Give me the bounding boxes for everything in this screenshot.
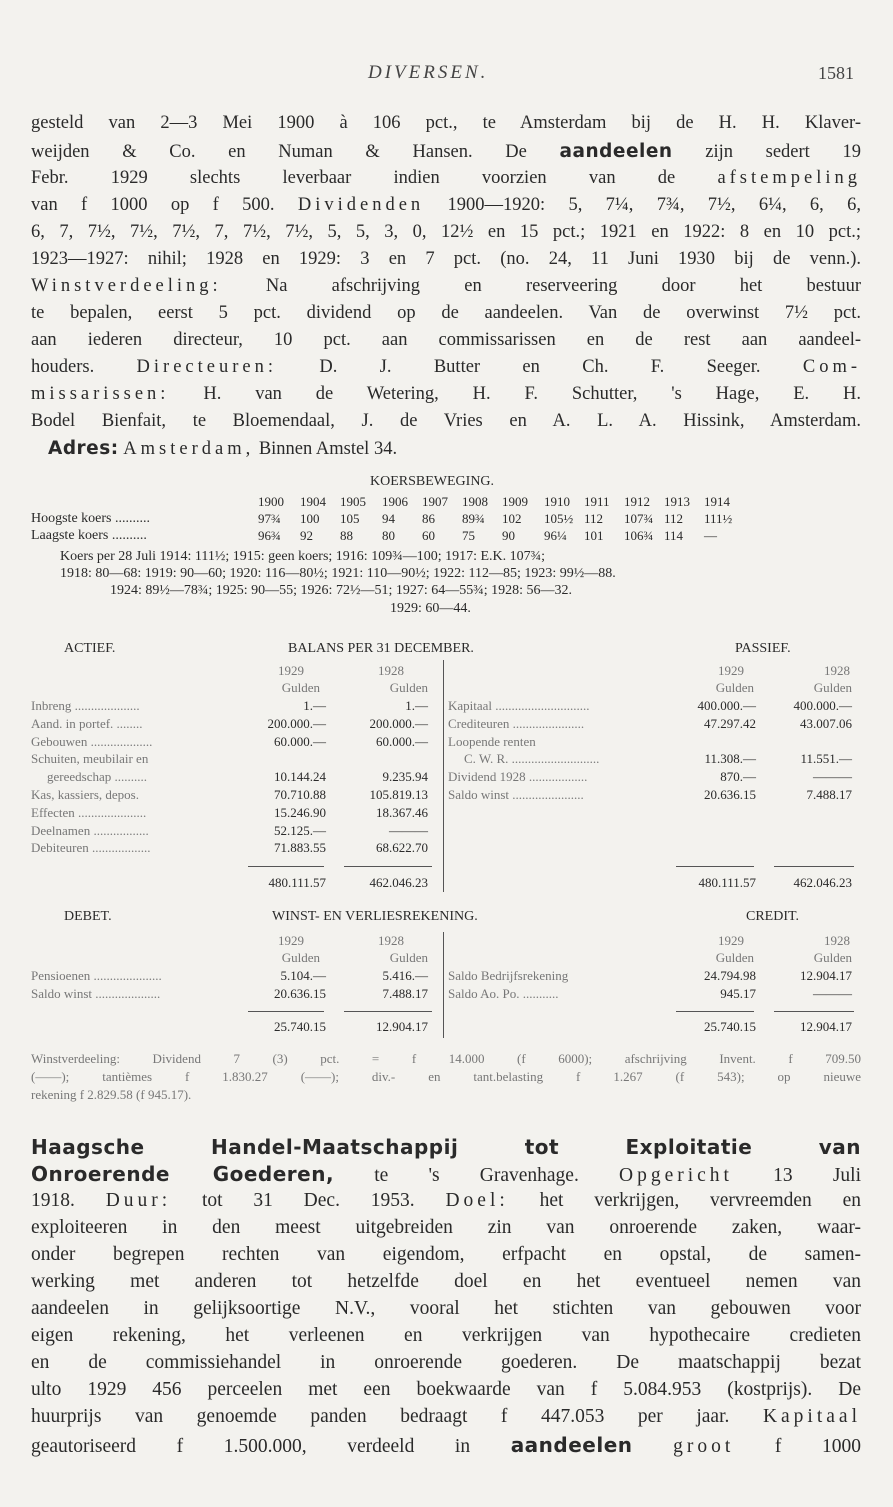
koers-note: 1918: 80—68: 1919: 90—60; 1920: 116—80½; 1921: 110—90½; 1922: 112—85; 1923: 99½—88. (60, 566, 616, 581)
text-run: D. J. Butter en Ch. F. Seeger. (277, 357, 803, 377)
year-label: 1929 (718, 663, 744, 678)
total-rule (248, 1011, 324, 1012)
text-run-spaced: Winstverdeeling: (31, 276, 222, 296)
text-run: H. van de Wetering, H. F. Schutter, 's Hage, E. H. (169, 384, 861, 404)
koers-value: 102 (502, 511, 522, 526)
row-value-1928: 43.007.06 (800, 715, 852, 731)
text-run: 13 Juli (732, 1165, 861, 1186)
winst-note: Winstverdeeling: Dividend 7 (3) pct. = f 14.000 (f 6000); afschrijving Invent. f 709.50 (31, 1051, 861, 1066)
text-run: Bodel Bienfait, te Bloemendaal, J. de Vries en A. L. A. Hissink, Amsterdam. (31, 411, 861, 431)
koers-year: 1904 (300, 494, 326, 509)
row-value-1928: 7.488.17 (806, 787, 852, 802)
row-value-1929: 10.144.24 (274, 769, 326, 785)
row-value-1928: ——— (813, 985, 852, 1001)
winst-right-title: CREDIT. (746, 909, 800, 924)
total-value: 25.740.15 (704, 1019, 756, 1034)
column-divider (443, 932, 444, 1038)
koers-value: 80 (382, 528, 395, 543)
row-value-1928: 400.000.— (793, 698, 852, 713)
row-value-1928: ——— (813, 769, 852, 785)
company-line (31, 1352, 861, 1374)
balans-left-title: ACTIEF. (64, 641, 116, 656)
text-run-spaced: groot (673, 1436, 735, 1457)
company-line (31, 1406, 861, 1428)
unit-label: Gulden (813, 950, 852, 965)
column-divider (443, 660, 444, 892)
text-run: 1900—1920: 5, 7¼, 7¾, 7½, 6¼, 6, 6, (424, 195, 861, 215)
text-run: aan iederen directeur, 10 pct. aan commissarissen en de rest aan aandeel- (31, 330, 861, 350)
koers-value: 105 (340, 511, 360, 526)
row-label: Saldo winst .................... (31, 985, 161, 1001)
koers-year: 1908 (462, 494, 488, 509)
year-label: 1928 (824, 933, 850, 948)
row-value-1928: 9.235.94 (382, 769, 428, 785)
text-run: zijn sedert 19 (672, 142, 861, 162)
total-value: 480.111.57 (698, 875, 756, 890)
row-label: Aand. in portef. ........ (31, 715, 143, 731)
total-value: 480.111.57 (268, 875, 326, 890)
koers-value: 96¾ (258, 528, 281, 543)
row-value-1929: 71.883.55 (274, 840, 326, 856)
row-value-1928: 1.— (405, 698, 428, 713)
row-label: C. W. R. ........................... (464, 751, 600, 767)
total-rule (344, 1011, 432, 1012)
address-label: Adres: (48, 438, 119, 459)
row-value-1928: 68.622.70 (376, 840, 428, 856)
text-run: werking met anderen tot hetzelfde doel en het eventueel nemen van (31, 1271, 861, 1292)
row-label: Loopende renten (448, 733, 536, 749)
text-run: gesteld van 2—3 Mei 1900 à 106 pct., te Amsterdam bij de H. H. Klaver- (31, 113, 861, 133)
intro-line-address (48, 438, 397, 460)
row-value-1929: 200.000.— (267, 715, 326, 731)
company-heading (31, 1135, 861, 1159)
koers-year: 1910 (544, 494, 570, 509)
row-label: Kas, kassiers, depos. (31, 787, 139, 802)
row-value-1929: 15.246.90 (274, 804, 326, 820)
text-run: eigen rekening, het verleenen en verkrijgen van hypothecaire credieten (31, 1325, 861, 1346)
intro-line (31, 276, 861, 297)
koers-label: Hoogste koers .......... (31, 511, 150, 526)
row-label: Kapitaal ............................. (448, 698, 590, 713)
total-value: 12.904.17 (376, 1019, 428, 1034)
unit-label: Gulden (813, 680, 852, 695)
koers-value: 114 (664, 528, 684, 543)
row-value-1929: 870.— (720, 769, 756, 785)
row-value-1928: 105.819.13 (369, 787, 428, 802)
text-run-spaced: Doel: (445, 1190, 509, 1211)
koers-value: 100 (300, 511, 320, 526)
text-run: exploiteeren in den meest uitgebreiden zin van onroerende zaken, waar- (31, 1217, 861, 1238)
total-value: 12.904.17 (800, 1019, 852, 1034)
row-label: Deelnamen ................. (31, 822, 149, 838)
text-run-bold: aandeelen (559, 141, 673, 162)
unit-label: Gulden (715, 950, 754, 965)
row-value-1928: 60.000.— (376, 733, 428, 749)
address-street: Binnen Amstel 34. (254, 439, 398, 459)
winst-note: (——); tantièmes f 1.830.27 (——); div.- en tant.belasting f 1.267 (f 543); op nieuwe (31, 1069, 861, 1084)
row-value-1928: 5.416.— (382, 968, 428, 983)
koers-value: 112 (664, 511, 684, 526)
koers-label: Laagste koers .......... (31, 528, 147, 543)
row-label: Saldo Ao. Po. ........... (448, 985, 559, 1001)
company-line (31, 1244, 861, 1266)
total-rule (774, 866, 854, 867)
koers-value: 89¾ (462, 511, 485, 526)
text-run: f 1000 (734, 1436, 862, 1457)
text-run-spaced: Directeuren: (136, 357, 277, 377)
koers-value: 92 (300, 528, 313, 543)
text-run-spaced: Com- (802, 357, 861, 377)
text-run: Na afschrijving en reserveering door het bestuur (221, 276, 861, 296)
text-run-spaced: Duur: (105, 1190, 172, 1211)
row-value-1929: 20.636.15 (274, 985, 326, 1001)
company-line (31, 1379, 861, 1401)
page-number: 1581 (818, 63, 854, 83)
text-run: van f 1000 op f 500. (31, 195, 298, 215)
text-run: ulto 1929 456 perceelen met een boekwaarde van f 5.084.953 (kostprijs). De (31, 1379, 861, 1400)
koers-value: 60 (422, 528, 435, 543)
balans-right-title: PASSIEF. (735, 641, 791, 656)
koers-value: 97¾ (258, 511, 281, 526)
koers-year: 1907 (422, 494, 448, 509)
row-value-1929: 1.— (303, 698, 326, 713)
koers-value: 111½ (704, 511, 733, 526)
row-value-1929: 945.17 (720, 985, 756, 1001)
koers-note: 1924: 89½—78¾; 1925: 90—55; 1926: 72½—51; 1927: 64—55¾; 1928: 56—32. (110, 583, 573, 598)
row-value-1929: 400.000.— (697, 698, 756, 713)
unit-label: Gulden (281, 950, 320, 965)
total-rule (248, 866, 324, 867)
text-run: het verkrijgen, vervreemden en (508, 1190, 862, 1211)
company-line (31, 1190, 861, 1212)
koers-value: 112 (584, 511, 604, 526)
koers-year: 1905 (340, 494, 366, 509)
row-value-1928: 12.904.17 (800, 968, 852, 983)
row-label: Gebouwen ................... (31, 733, 153, 749)
row-value-1929: 20.636.15 (704, 787, 756, 802)
koers-year: 1914 (704, 494, 730, 509)
koers-value: 106¾ (624, 528, 654, 543)
company-line (31, 1298, 861, 1320)
koers-value: 96¼ (544, 528, 567, 543)
koers-year: 1913 (664, 494, 690, 509)
unit-label: Gulden (281, 680, 320, 695)
text-run: te 's Gravenhage. (334, 1165, 619, 1186)
intro-line (31, 330, 861, 351)
year-label: 1928 (378, 663, 404, 678)
page-header-title: DIVERSEN. (368, 62, 489, 83)
year-label: 1929 (718, 933, 744, 948)
total-rule (344, 866, 432, 867)
text-run: geautoriseerd f 1.500.000, verdeeld in (31, 1436, 511, 1457)
row-label: Inbreng .................... (31, 698, 140, 713)
total-rule (774, 1011, 854, 1012)
row-value-1929: 60.000.— (274, 733, 326, 749)
text-run: 1918. (31, 1190, 106, 1211)
koers-year: 1911 (584, 494, 610, 509)
total-value: 462.046.23 (369, 875, 428, 890)
row-value-1929: 70.710.88 (274, 787, 326, 802)
intro-line (31, 303, 861, 324)
text-run: huurprijs van genoemde panden bedraagt f 447.053 per jaar. (31, 1406, 763, 1427)
koers-value: — (704, 528, 717, 543)
intro-line (31, 222, 861, 243)
unit-label: Gulden (389, 680, 428, 695)
koers-note: Koers per 28 Juli 1914: 111½; 1915: geen koers; 1916: 109¾—100; 1917: E.K. 107¾; (60, 549, 546, 564)
text-run: aandeelen in gelijksoortige N.V., vooral het stichten van gebouwen voor (31, 1298, 861, 1319)
row-value-1928: 7.488.17 (382, 985, 428, 1001)
year-label: 1928 (824, 663, 850, 678)
company-line (31, 1217, 861, 1239)
koers-value: 94 (382, 511, 395, 526)
koers-value: 88 (340, 528, 353, 543)
intro-line (31, 195, 861, 216)
text-run: weijden & Co. en Numan & Hansen. De (31, 142, 560, 162)
text-run: te bepalen, eerst 5 pct. dividend op de aandeelen. Van de overwinst 7½ pct. (31, 303, 861, 323)
row-value-1929: 5.104.— (280, 968, 326, 983)
koers-note: 1929: 60—44. (390, 601, 471, 616)
text-run-spaced: Dividenden (297, 195, 425, 215)
address-city: Amsterdam, (123, 439, 255, 459)
row-label: Effecten ..................... (31, 804, 147, 820)
text-run-spaced: missarissen: (31, 384, 170, 404)
year-label: 1929 (278, 663, 304, 678)
row-value-1928: ——— (389, 822, 428, 838)
row-label: Saldo Bedrijfsrekening (448, 968, 569, 983)
text-run: 6, 7, 7½, 7½, 7½, 7, 7½, 7½, 5, 5, 3, 0, 12½ en 15 pct.; 1921 en 1922: 8 en 10 pct.; (31, 222, 861, 242)
text-run: 1923—1927: nihil; 1928 en 1929: 3 en 7 pct. (no. 24, 11 Juni 1930 bij de venn.). (31, 249, 861, 269)
intro-line (31, 168, 861, 189)
koers-value: 86 (422, 511, 435, 526)
company-line (31, 1433, 861, 1458)
row-value-1929: 11.308.— (704, 751, 756, 767)
winst-note: rekening f 2.829.58 (f 945.17). (31, 1087, 192, 1102)
text-run-bold: aandeelen (510, 1433, 633, 1457)
text-run-spaced: afstempeling (717, 168, 861, 188)
year-label: 1928 (378, 933, 404, 948)
row-label: Saldo winst ...................... (448, 787, 584, 802)
koers-value: 101 (584, 528, 604, 543)
row-label: Dividend 1928 .................. (448, 769, 588, 785)
row-value-1929: 52.125.— (274, 822, 326, 838)
row-label: Crediteuren ...................... (448, 715, 585, 731)
text-run (633, 1436, 674, 1457)
koers-year: 1912 (624, 494, 650, 509)
text-run: Febr. 1929 slechts leverbaar indien voorzien van de (31, 168, 718, 188)
koers-value: 107¾ (624, 511, 654, 526)
year-label: 1929 (278, 933, 304, 948)
koers-value: 75 (462, 528, 475, 543)
unit-label: Gulden (389, 950, 428, 965)
company-line (31, 1325, 861, 1347)
total-rule (676, 1011, 754, 1012)
row-value-1928: 200.000.— (369, 715, 428, 731)
text-run: en de commissiehandel in onroerende goederen. De maatschappij bezat (31, 1352, 861, 1373)
koers-title: KOERSBEWEGING. (370, 474, 495, 489)
text-run: onder begrepen rechten van eigendom, erfpacht en opstal, de samen- (31, 1244, 861, 1265)
row-value-1928: 18.367.46 (376, 804, 428, 820)
row-value-1928: 11.551.— (800, 751, 852, 767)
total-value: 25.740.15 (274, 1019, 326, 1034)
intro-line (31, 113, 861, 134)
koers-year: 1900 (258, 494, 284, 509)
intro-line (31, 357, 861, 378)
company-line (31, 1162, 861, 1187)
unit-label: Gulden (715, 680, 754, 695)
intro-line (31, 141, 861, 163)
row-label: Debiteuren .................. (31, 840, 151, 856)
koers-value: 90 (502, 528, 515, 543)
winst-title: WINST- EN VERLIESREKENING. (272, 909, 478, 924)
total-value: 462.046.23 (793, 875, 852, 890)
row-value-1929: 24.794.98 (704, 968, 756, 983)
row-label: Pensioenen ..................... (31, 968, 162, 983)
company-name-part: Haagsche Handel-Maatschappij tot Exploitatie van (31, 1135, 861, 1159)
intro-line (31, 384, 861, 405)
company-name-part: Onroerende Goederen, (31, 1162, 335, 1186)
row-label: gereedschap .......... (47, 769, 147, 785)
text-run: houders. (31, 357, 137, 377)
winst-left-title: DEBET. (64, 909, 112, 924)
text-run-spaced: Opgericht (619, 1165, 733, 1186)
row-label: Schuiten, meubilair en (31, 751, 149, 767)
koers-year: 1906 (382, 494, 408, 509)
intro-line (31, 411, 861, 432)
intro-line (31, 249, 861, 270)
total-rule (676, 866, 754, 867)
balans-title: BALANS PER 31 DECEMBER. (288, 641, 474, 656)
koers-value: 105½ (544, 511, 574, 526)
text-run-spaced: Kapitaal (762, 1406, 861, 1427)
company-line (31, 1271, 861, 1293)
text-run: tot 31 Dec. 1953. (171, 1190, 446, 1211)
row-value-1929: 47.297.42 (704, 715, 756, 731)
koers-year: 1909 (502, 494, 528, 509)
